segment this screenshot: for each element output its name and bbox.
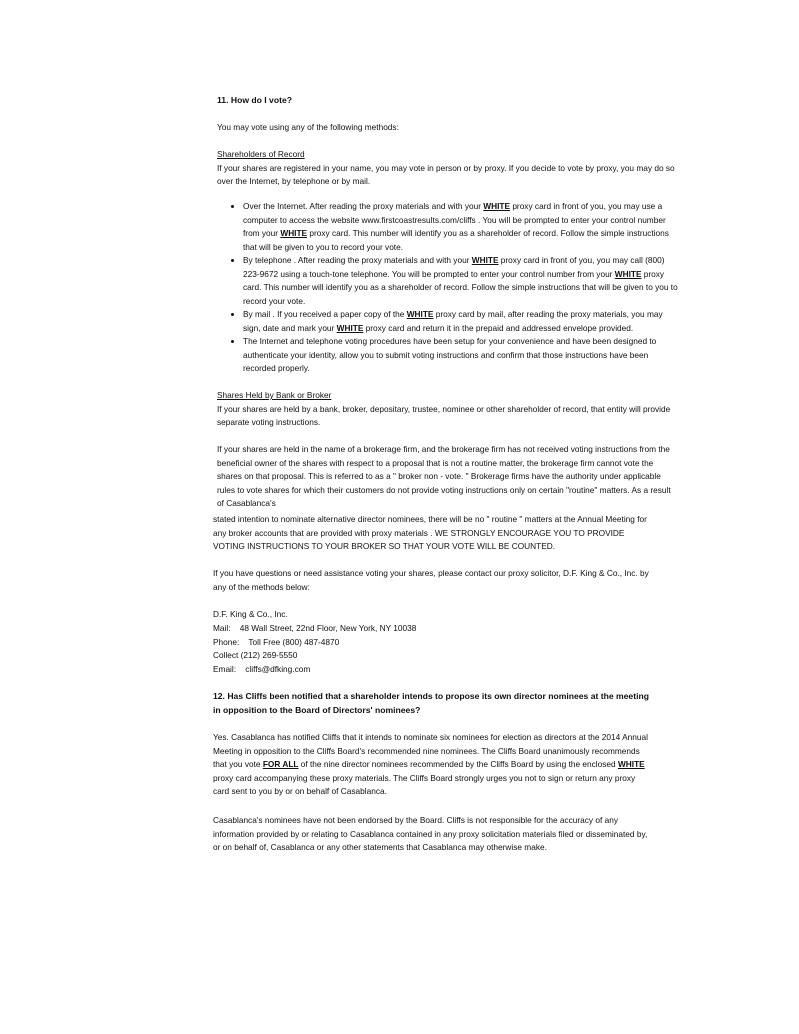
shareholders-of-record-section xyxy=(217,148,677,189)
voting-procedures-note: • The Internet and telephone voting procedures have been setup for your convenience and have been designed to authenticate your identity, allow you to submit voting instructions and confirm that those instructions have been recorded properly. xyxy=(243,335,678,376)
voting-methods-list xyxy=(218,200,678,376)
shares-held-by-broker-section xyxy=(217,389,677,430)
voting-method-telephone: • By telephone . After reading the proxy materials and with your WHITE proxy card in front of you, you may call (800) 223-9672 using a touch-tone telephone. You will be prompted to enter your control number from your WHITE proxy card. This number will identify you as a shareholder of record. Follow the simple instructions that will be given to you to record your vote. xyxy=(243,254,678,308)
q11-heading xyxy=(217,94,677,108)
brokerage-paragraph-text: If your shares are held in the name of a brokerage firm, and the brokerage firm has not received voting instructions from the beneficial owner of the shares with respect to a proposal that is not a routine matter, the brokerage firm cannot vote the shares on that proposal. This is referred to as a " broker non - vote. " Brokerage firms have the authority under applicable rules to vote shares for which their customers do not provide voting instructions only on certain "routine" matters. As a result of Casablanca's xyxy=(217,444,671,508)
contact-collect: Collect (212) 269-5550 xyxy=(213,650,298,661)
continued-paragraph xyxy=(213,513,653,554)
q12-heading xyxy=(213,690,653,717)
q11-intro-text: You may vote using any of the following methods: xyxy=(217,122,399,132)
shares-held-by-broker-heading: Shares Held by Bank or Broker xyxy=(217,390,332,400)
voting-method-mail: • By mail . If you received a paper copy of the WHITE proxy card by mail, after reading the proxy materials, you may sign, date and mark your WHITE proxy card and return it in the prepaid and addressed envelope provided. xyxy=(243,308,678,335)
contact-email: Email: cliffs@dfking.com xyxy=(213,664,311,675)
q12-paragraph-2 xyxy=(213,814,653,855)
q11-intro xyxy=(217,121,677,135)
shareholders-of-record-text: If your shares are registered in your name, you may vote in person or by proxy. If you decide to vote by proxy, you may do so over the Internet, by telephone or by mail. xyxy=(217,162,675,186)
brokerage-paragraph xyxy=(217,443,677,511)
q12-paragraph-1 xyxy=(213,731,653,799)
shares-held-by-broker-text: If your shares are held by a bank, broker, depositary, trustee, nominee or other shareholder of record, that entity will provide separate voting instructions. xyxy=(217,403,671,427)
q12-paragraph-1-text: Yes. Casablanca has notified Cliffs that it intends to nominate six nominees for election as directors at the 2014 Annual Meeting in opposition to the Cliffs Board's recommended nine nominees. The Cliffs Board unanimously recommends that you vote FOR ALL of the nine director nominees recommended by the Cliffs Board by using the enclosed WHITE proxy card accompanying these proxy materials. The Cliffs Board strongly urges you not to sign or return any proxy card sent to you by or on behalf of Casablanca. xyxy=(213,732,648,796)
proxy-solicitor-contact xyxy=(213,608,653,677)
contact-company: D.F. King & Co., Inc. xyxy=(213,609,288,619)
shareholders-of-record-heading: Shareholders of Record xyxy=(217,149,305,159)
q12-heading-text: 12. Has Cliffs been notified that a shareholder intends to propose its own director nominees at the meeting in opposition to the Board of Directors' nominees? xyxy=(213,691,649,715)
q12-paragraph-2-text: Casablanca's nominees have not been endorsed by the Board. Cliffs is not responsible for the accuracy of any information provided by or relating to Casablanca contained in any proxy solicitation materials filed or disseminated by, or on behalf of, Casablanca or any other statements that Casablanca may otherwise make. xyxy=(213,815,648,852)
continued-paragraph-text: stated intention to nominate alternative director nominees, there will be no " routine " matters at the Annual Meeting for any broker accounts that are provided with proxy materials . WE STRONGLY ENCOURAGE YOU TO PROVIDE VOTING INSTRUCTIONS TO YOUR BROKER SO THAT YOUR VOTE WILL BE COUNTED. xyxy=(213,514,647,551)
voting-method-internet: • Over the Internet. After reading the proxy materials and with your WHITE proxy card in front of you, you may use a computer to access the website www.firstcoastresults.com/cliffs . You will be prompted to enter your control number from your WHITE proxy card. This number will identify you as a shareholder of record. Follow the simple instructions that will be given to you to record your vote. xyxy=(243,200,678,254)
questions-paragraph-text: If you have questions or need assistance voting your shares, please contact our proxy solicitor, D.F. King & Co., Inc. by any of the methods below: xyxy=(213,568,649,592)
contact-mail: Mail: 48 Wall Street, 22nd Floor, New York, NY 10038 xyxy=(213,622,417,633)
q11-heading-text: 11. How do I vote? xyxy=(217,95,292,105)
contact-phone: Phone: Toll Free (800) 487-4870 xyxy=(213,636,340,647)
questions-paragraph xyxy=(213,567,653,594)
